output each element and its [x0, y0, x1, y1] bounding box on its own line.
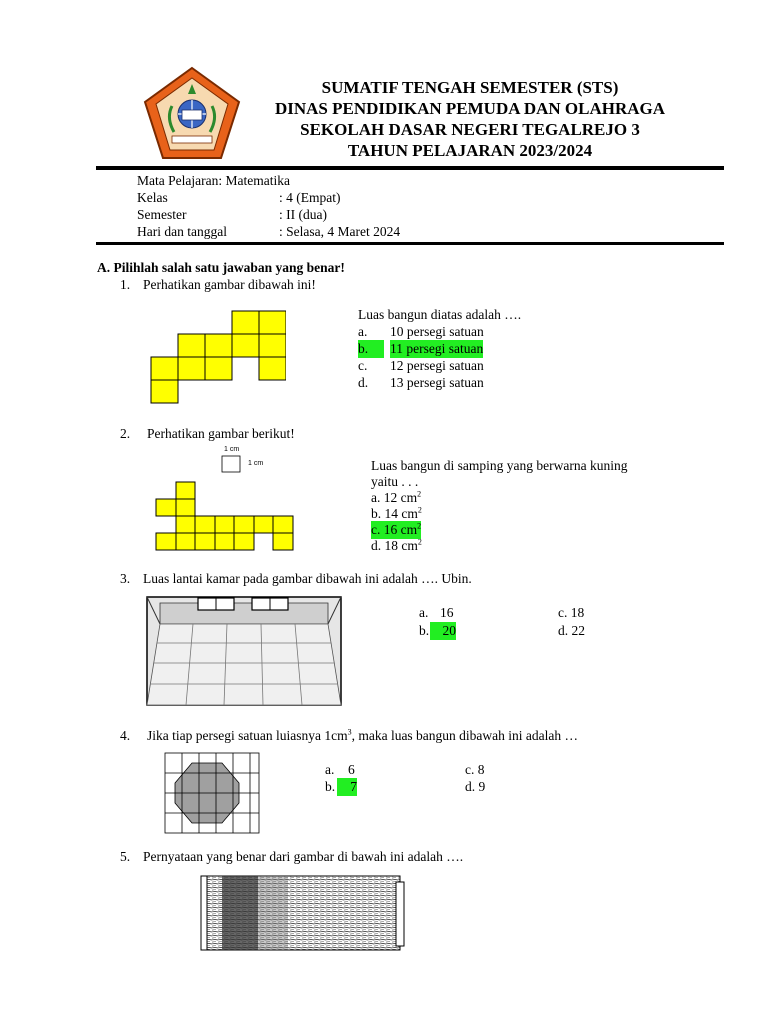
q3-number: 3. — [120, 571, 131, 586]
q2-unit-side: 1 cm — [248, 460, 264, 467]
header-rule-top — [96, 166, 724, 170]
q1-text: Perhatikan gambar dibawah ini! — [143, 277, 316, 292]
q1-option-a-letter: a. — [358, 324, 368, 339]
q3-option-c[interactable] — [558, 604, 584, 622]
q4-option-d[interactable] — [465, 778, 485, 796]
q4-text-after: , maka luas bangun dibawah ini adalah … — [351, 728, 579, 743]
q1-option-c[interactable]: 12 persegi satuan — [390, 358, 484, 373]
q1-prompt: Luas bangun diatas adalah …. — [358, 307, 522, 322]
q4-option-a[interactable]: 6 — [348, 762, 355, 777]
q2-figure — [155, 455, 295, 551]
q3-text: Luas lantai kamar pada gambar dibawah ini adalah …. Ubin. — [143, 571, 472, 586]
q2-option-b-text: b. 14 cm — [371, 506, 418, 521]
q2-option-d-sup: 2 — [417, 537, 422, 547]
q4-text-sup: 3 — [347, 727, 352, 737]
q5-number: 5. — [120, 849, 131, 864]
q4-option-a-letter: a. — [325, 762, 335, 777]
q3-option-b[interactable]: 20 — [430, 622, 456, 640]
q2-number: 2. — [120, 426, 131, 441]
q3-option-a[interactable]: 16 — [440, 605, 454, 620]
q1-option-d-letter: d. — [358, 375, 369, 390]
q2-option-c-sup: 2 — [417, 521, 422, 531]
header-line-1: SUMATIF TENGAH SEMESTER (STS) — [321, 78, 619, 97]
info-date-value: : Selasa, 4 Maret 2024 — [279, 224, 401, 239]
info-class-value: : 4 (Empat) — [279, 190, 341, 205]
q3-option-a-letter: a. — [419, 605, 429, 620]
q1-option-b-letter: b. — [358, 340, 384, 358]
q1-option-a[interactable]: 10 persegi satuan — [390, 324, 484, 339]
header-line-4: TAHUN PELAJARAN 2023/2024 — [347, 141, 593, 160]
q3-option-d-letter: d. — [558, 623, 569, 638]
q2-prompt-line2: yaitu . . . — [371, 474, 419, 489]
q3-option-b-letter: b. — [419, 623, 430, 638]
q2-option-d-text: d. 18 cm — [371, 538, 418, 553]
header-line-2: DINAS PENDIDIKAN PEMUDA DAN OLAHRAGA — [274, 99, 666, 118]
q4-grid-figure — [164, 752, 260, 834]
q4-number: 4. — [120, 728, 131, 743]
q1-figure — [150, 310, 286, 404]
q1-option-c-letter: c. — [358, 358, 368, 373]
q2-option-a-text: a. 12 cm — [371, 490, 418, 505]
q3-option-d-text: 22 — [571, 623, 585, 638]
q1-option-d[interactable]: 13 persegi satuan — [390, 375, 484, 390]
q5-figure — [200, 874, 406, 952]
q4-option-c-letter: c. — [465, 762, 475, 777]
header-rule-bottom — [96, 242, 724, 245]
q4-option-b[interactable]: 7 — [337, 778, 357, 796]
info-semester-label: Semester — [137, 207, 187, 222]
q2-text: Perhatikan gambar berikut! — [147, 426, 295, 441]
q2-option-a-sup: 2 — [417, 489, 422, 499]
q1-number: 1. — [120, 277, 131, 292]
info-semester-value: : II (dua) — [279, 207, 327, 222]
q3-option-c-text: 18 — [570, 605, 585, 620]
q2-option-c-text: c. 16 cm — [371, 522, 418, 537]
info-class-label: Kelas — [137, 190, 168, 205]
info-subject: Mata Pelajaran: Matematika — [137, 173, 290, 188]
q4-option-d-text: 9 — [478, 779, 486, 794]
section-title: A. Pilihlah salah satu jawaban yang benar! — [97, 260, 345, 275]
q3-room-figure — [146, 596, 342, 706]
q5-text: Pernyataan yang benar dari gambar di bawah ini adalah …. — [143, 849, 464, 864]
q2-option-b-sup: 2 — [417, 505, 422, 515]
q1-option-b[interactable]: 11 persegi satuan — [390, 341, 484, 356]
q4-text — [147, 727, 578, 745]
q3-option-c-letter: c. — [558, 605, 568, 620]
info-date-label: Hari dan tanggal — [137, 224, 227, 239]
q4-option-b-letter: b. — [325, 779, 336, 794]
q4-option-d-letter: d. — [465, 779, 476, 794]
header-line-3: SEKOLAH DASAR NEGERI TEGALREJO 3 — [300, 120, 640, 139]
q2-prompt-line1: Luas bangun di samping yang berwarna kuning — [371, 458, 628, 473]
q2-unit-top: 1 cm — [224, 446, 240, 453]
q3-option-d[interactable] — [558, 622, 585, 640]
q4-text-before: Jika tiap persegi satuan luiasnya 1cm — [147, 728, 348, 743]
q4-option-c[interactable] — [465, 761, 485, 779]
q4-option-c-text: 8 — [477, 762, 485, 777]
q2-option-d[interactable] — [371, 537, 422, 555]
